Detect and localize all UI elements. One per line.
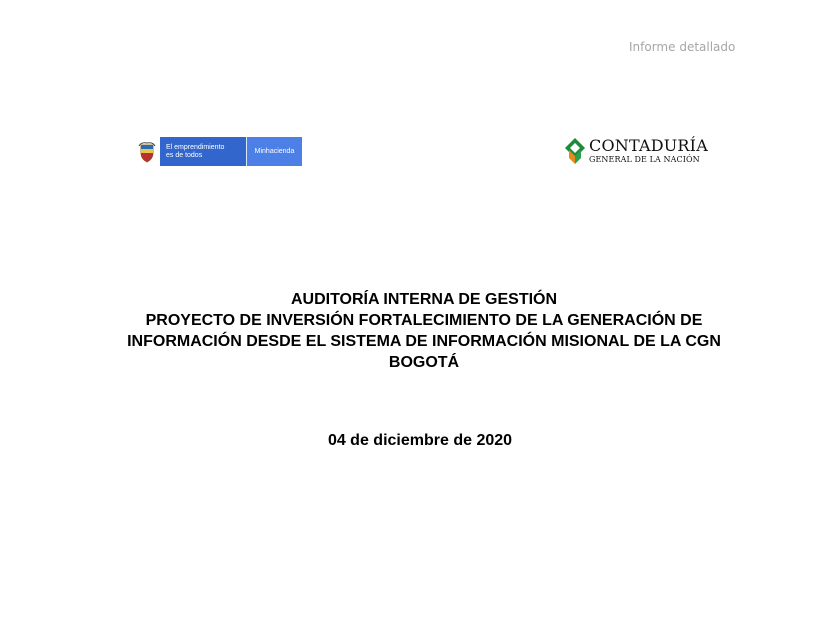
document-title xyxy=(100,289,748,373)
title-line-3: INFORMACIÓN DESDE EL SISTEMA DE INFORMACIÓN MISIONAL DE LA CGN xyxy=(127,333,721,350)
slogan-line-1: El emprendimiento xyxy=(166,143,225,151)
title-line-1: AUDITORÍA INTERNA DE GESTIÓN xyxy=(290,291,558,308)
colombia-shield-icon xyxy=(134,137,160,166)
title-line-4: BOGOTÁ xyxy=(388,354,460,371)
title-line-2: PROYECTO DE INVERSIÓN FORTALECIMIENTO DE LA GENERACIÓN DE xyxy=(145,312,703,329)
cgn-logo-sub-text: GENERAL DE LA NACIÓN xyxy=(589,155,700,164)
cgn-logo xyxy=(563,134,713,168)
government-logo xyxy=(134,137,302,166)
document-date: 04 de diciembre de 2020 xyxy=(327,432,513,449)
ministry-label: Minhacienda xyxy=(246,137,302,166)
slogan-line-2: es de todos xyxy=(166,151,203,159)
cgn-emblem-icon xyxy=(563,136,587,166)
report-type-note: Informe detallado xyxy=(629,40,736,54)
cgn-logo-main-text: CONTADURÍA xyxy=(589,136,708,155)
slogan-block xyxy=(160,137,246,166)
